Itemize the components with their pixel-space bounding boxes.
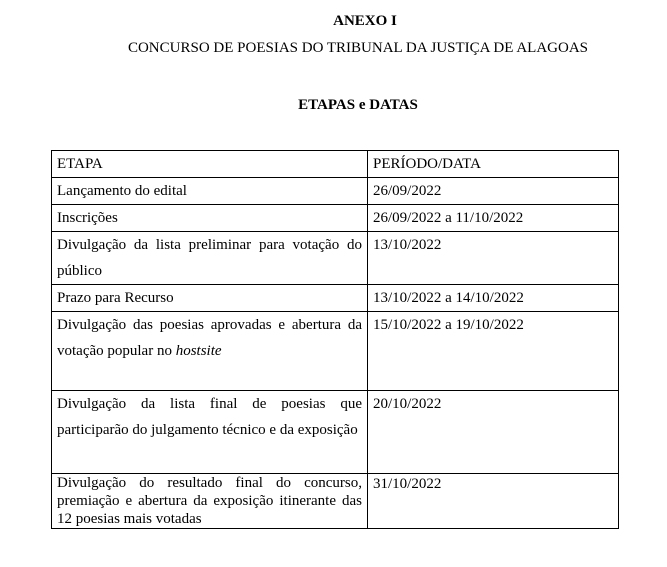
date-cell: 26/09/2022	[368, 178, 619, 205]
date-cell: 13/10/2022 a 14/10/2022	[368, 285, 619, 312]
table-header-row	[52, 151, 619, 178]
etapa-cell: Divulgação do resultado final do concurso, premiação e abertura da exposição itinerante das 12 poesias mais votadas	[52, 474, 368, 529]
etapa-text: Divulgação das poesias aprovadas e abertura da votação popular no	[57, 317, 362, 359]
table-row	[52, 178, 619, 205]
etapa-cell: Lançamento do edital	[52, 178, 368, 205]
hostsite-emphasis: hostsite	[175, 343, 222, 359]
document-title: ANEXO I	[333, 13, 397, 29]
date-cell: 26/09/2022 a 11/10/2022	[368, 205, 619, 232]
section-title: ETAPAS e DATAS	[298, 97, 418, 113]
column-header-periodo: PERÍODO/DATA	[368, 151, 619, 178]
etapa-cell	[52, 312, 368, 391]
etapa-cell: Divulgação da lista final de poesias que participarão do julgamento técnico e da exposição	[52, 391, 368, 474]
document-subtitle: CONCURSO DE POESIAS DO TRIBUNAL DA JUSTIÇA DE ALAGOAS	[127, 40, 589, 56]
schedule-table	[51, 150, 619, 529]
table-row	[52, 474, 619, 529]
column-header-etapa: ETAPA	[52, 151, 368, 178]
etapa-cell: Inscrições	[52, 205, 368, 232]
table-row	[52, 391, 619, 474]
table-row	[52, 205, 619, 232]
date-cell: 20/10/2022	[368, 391, 619, 474]
table-row	[52, 285, 619, 312]
table-row	[52, 232, 619, 285]
date-cell: 13/10/2022	[368, 232, 619, 285]
table-row	[52, 312, 619, 391]
date-cell: 15/10/2022 a 19/10/2022	[368, 312, 619, 391]
etapa-cell: Divulgação da lista preliminar para votação do público	[52, 232, 368, 285]
etapa-cell: Prazo para Recurso	[52, 285, 368, 312]
date-cell: 31/10/2022	[368, 474, 619, 529]
